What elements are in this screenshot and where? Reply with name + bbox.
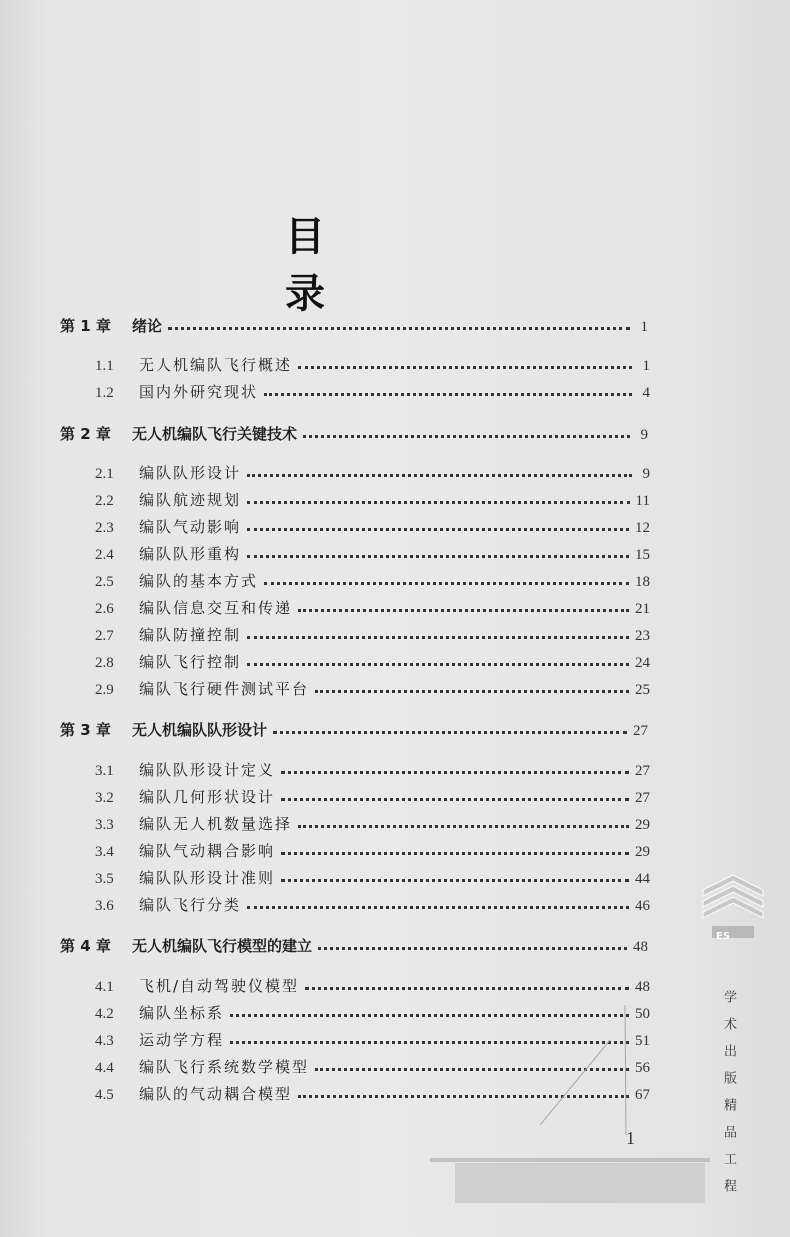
- section-title: 编队飞行控制: [139, 653, 242, 671]
- leader-dots: [318, 947, 627, 950]
- leader-dots: [298, 366, 632, 369]
- page-number: 23: [635, 628, 650, 644]
- toc-section-3-4[interactable]: [95, 837, 650, 861]
- toc-chapter-3[interactable]: [60, 716, 648, 740]
- toc-section-2-5[interactable]: [95, 567, 650, 591]
- page-number: 1: [640, 319, 648, 335]
- section-title: 编队飞行系统数学模型: [139, 1058, 310, 1076]
- section-title: 编队信息交互和传递: [139, 599, 293, 617]
- section-number: 2.2: [95, 493, 114, 509]
- page-number: 15: [635, 547, 650, 563]
- section-title: 编队防撞控制: [139, 626, 242, 644]
- page-number: 46: [635, 898, 650, 914]
- page-number: 56: [635, 1060, 650, 1076]
- section-title: 运动学方程: [139, 1031, 225, 1049]
- page-number: 48: [635, 979, 650, 995]
- section-number: 2.9: [95, 682, 114, 698]
- leader-dots: [247, 663, 629, 666]
- toc-section-2-1[interactable]: [95, 459, 650, 483]
- toc-section-3-6[interactable]: [95, 891, 650, 915]
- leader-dots: [264, 582, 629, 585]
- section-number: 2.8: [95, 655, 114, 671]
- page-number: 29: [635, 844, 650, 860]
- page-number: 48: [633, 939, 648, 955]
- toc-section-3-2[interactable]: [95, 783, 650, 807]
- section-number: 4.3: [95, 1033, 114, 1049]
- leader-dots: [273, 731, 627, 734]
- chapter-number: 第 4 章: [60, 937, 111, 955]
- section-number: 4.1: [95, 979, 114, 995]
- page-number: 9: [640, 427, 648, 443]
- section-title: 编队气动影响: [139, 518, 242, 536]
- toc-chapter-1[interactable]: [60, 312, 648, 336]
- leader-dots: [281, 879, 629, 882]
- leader-dots: [298, 825, 629, 828]
- toc-section-2-8[interactable]: [95, 648, 650, 672]
- section-number: 3.6: [95, 898, 114, 914]
- section-number: 2.4: [95, 547, 114, 563]
- chapter-title: 绪论: [132, 317, 163, 335]
- leader-dots: [247, 528, 629, 531]
- section-title: 编队几何形状设计: [139, 788, 276, 806]
- toc-section-2-9[interactable]: [95, 675, 650, 699]
- footer-band: [455, 1163, 705, 1203]
- section-title: 编队的气动耦合模型: [139, 1085, 293, 1103]
- page-number: 27: [633, 723, 648, 739]
- toc-chapter-4[interactable]: [60, 932, 648, 956]
- toc-section-2-4[interactable]: [95, 540, 650, 564]
- section-title: 编队队形设计定义: [139, 761, 276, 779]
- chapter-title: 无人机编队飞行模型的建立: [132, 937, 313, 955]
- toc-section-1-2[interactable]: [95, 378, 650, 402]
- leader-dots: [247, 555, 629, 558]
- chapter-title: 无人机编队飞行关键技术: [132, 425, 298, 443]
- section-title: 编队坐标系: [139, 1004, 225, 1022]
- toc-chapter-2[interactable]: [60, 420, 648, 444]
- section-title: 编队飞行硬件测试平台: [139, 680, 310, 698]
- page-number: 9: [642, 466, 650, 482]
- leader-dots: [303, 435, 630, 438]
- chapter-number: 第 2 章: [60, 425, 111, 443]
- section-title: 编队飞行分类: [139, 896, 242, 914]
- section-number: 2.1: [95, 466, 114, 482]
- leader-dots: [264, 393, 632, 396]
- leader-dots: [281, 798, 629, 801]
- section-title: 编队队形设计: [139, 464, 242, 482]
- section-number: 2.5: [95, 574, 114, 590]
- section-number: 4.2: [95, 1006, 114, 1022]
- section-number: 2.6: [95, 601, 114, 617]
- page-number: 18: [635, 574, 650, 590]
- page-number: 67: [635, 1087, 650, 1103]
- page-number: 27: [635, 790, 650, 806]
- section-number: 4.4: [95, 1060, 114, 1076]
- leader-dots: [168, 327, 630, 330]
- page-number: 21: [635, 601, 650, 617]
- leader-dots: [305, 987, 629, 990]
- chapter-number: 第 1 章: [60, 317, 111, 335]
- toc-section-1-1[interactable]: [95, 351, 650, 375]
- page-number: 1: [642, 358, 650, 374]
- chapter-title: 无人机编队队形设计: [132, 721, 268, 739]
- section-title: 国内外研究现状: [139, 383, 259, 401]
- page-number: 51: [635, 1033, 650, 1049]
- section-number: 3.2: [95, 790, 114, 806]
- chapter-number: 第 3 章: [60, 721, 111, 739]
- leader-dots: [298, 609, 629, 612]
- section-title: 编队气动耦合影响: [139, 842, 276, 860]
- page-number: 11: [635, 493, 650, 509]
- section-title: 编队航迹规划: [139, 491, 242, 509]
- leader-dots: [247, 636, 629, 639]
- section-title: 编队队形重构: [139, 545, 242, 563]
- section-number: 3.4: [95, 844, 114, 860]
- leader-dots: [247, 501, 630, 504]
- footer-page-number: 1: [626, 1128, 635, 1148]
- leader-dots: [247, 906, 629, 909]
- toc-section-2-6[interactable]: [95, 594, 650, 618]
- toc-section-4-1[interactable]: [95, 972, 650, 996]
- leader-dots: [247, 474, 632, 477]
- section-number: 3.1: [95, 763, 114, 779]
- toc-section-2-7[interactable]: [95, 621, 650, 645]
- page-number: 25: [635, 682, 650, 698]
- series-label: 学术出版精品工程: [721, 990, 736, 1206]
- page-number: 44: [635, 871, 650, 887]
- section-number: 3.3: [95, 817, 114, 833]
- section-number: 1.2: [95, 385, 114, 401]
- pencil-mark: [540, 1005, 660, 1155]
- page-number: 27: [635, 763, 650, 779]
- section-number: 3.5: [95, 871, 114, 887]
- toc-section-3-1[interactable]: [95, 756, 650, 780]
- section-number: 2.7: [95, 628, 114, 644]
- page-title: 目 录: [285, 214, 377, 317]
- publisher-logo-icon: [698, 870, 768, 940]
- toc-section-2-3[interactable]: [95, 513, 650, 537]
- page-number: 24: [635, 655, 650, 671]
- section-number: 1.1: [95, 358, 114, 374]
- section-number: 4.5: [95, 1087, 114, 1103]
- page-number: 4: [642, 385, 650, 401]
- section-title: 无人机编队飞行概述: [139, 356, 293, 374]
- section-title: 编队队形设计准则: [139, 869, 276, 887]
- publisher-logo-text: ES: [716, 931, 731, 942]
- leader-dots: [281, 852, 629, 855]
- section-title: 编队的基本方式: [139, 572, 259, 590]
- toc-section-3-5[interactable]: [95, 864, 650, 888]
- page-number: 12: [635, 520, 650, 536]
- toc-section-3-3[interactable]: [95, 810, 650, 834]
- page-number: 29: [635, 817, 650, 833]
- toc-section-2-2[interactable]: [95, 486, 650, 510]
- section-title: 飞机/自动驾驶仪模型: [139, 977, 300, 995]
- footer-rule: [430, 1158, 710, 1162]
- leader-dots: [315, 690, 629, 693]
- section-number: 2.3: [95, 520, 114, 536]
- section-title: 编队无人机数量选择: [139, 815, 293, 833]
- leader-dots: [281, 771, 629, 774]
- page-number: 50: [635, 1006, 650, 1022]
